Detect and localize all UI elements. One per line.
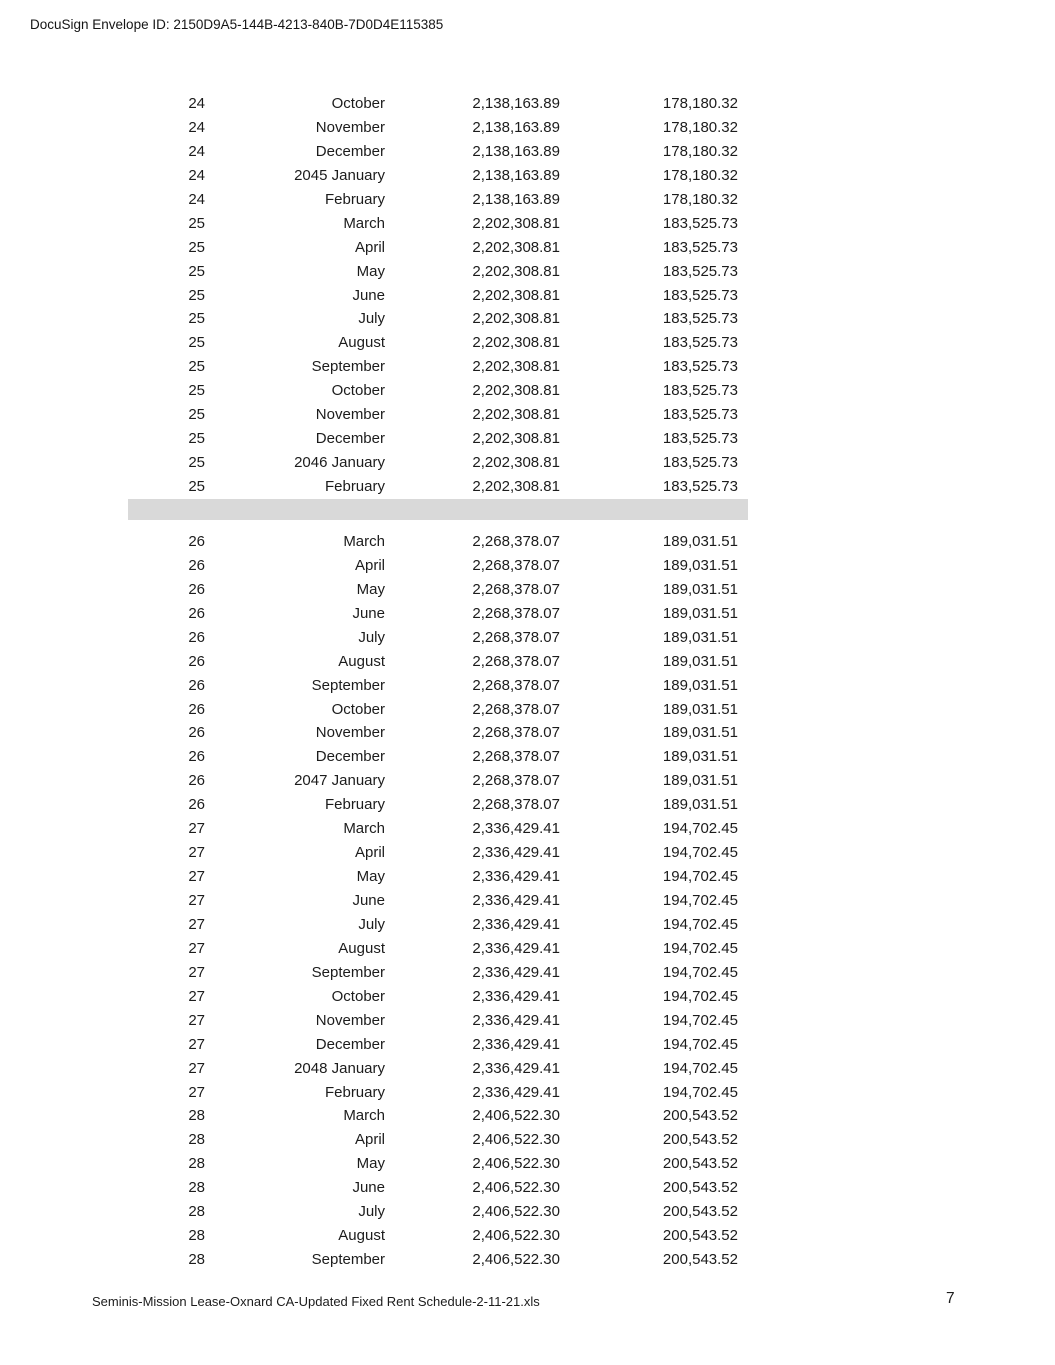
- table-row: [128, 1128, 750, 1152]
- annual-rent-cell: 2,406,522.30: [472, 1251, 560, 1269]
- month-cell: December: [315, 1035, 385, 1053]
- year-cell: 28: [188, 1131, 205, 1149]
- monthly-rent-cell: 200,543.52: [662, 1227, 738, 1245]
- table-row: [128, 889, 750, 913]
- annual-rent-cell: 2,336,429.41: [472, 1035, 560, 1053]
- annual-rent-cell: 2,336,429.41: [472, 844, 560, 862]
- annual-rent-cell: 2,406,522.30: [472, 1155, 560, 1173]
- table-row: [128, 602, 750, 626]
- annual-rent-cell: 2,336,429.41: [472, 939, 560, 957]
- monthly-rent-cell: 200,543.52: [662, 1203, 738, 1221]
- table-row: [128, 1104, 750, 1128]
- month-cell: May: [356, 262, 385, 280]
- table-row: [128, 1081, 750, 1105]
- year-cell: 25: [188, 262, 205, 280]
- year-cell: 24: [188, 95, 205, 112]
- month-cell: 2046 January: [294, 454, 385, 472]
- table-row: [128, 212, 750, 236]
- year-cell: 26: [188, 748, 205, 766]
- annual-rent-cell: 2,268,378.07: [472, 580, 560, 598]
- monthly-rent-cell: 183,525.73: [662, 262, 738, 280]
- table-row: [128, 530, 750, 554]
- year-cell: 26: [188, 532, 205, 550]
- year-cell: 26: [188, 724, 205, 742]
- annual-rent-cell: 2,202,308.81: [472, 358, 560, 376]
- table-row: [128, 1224, 750, 1248]
- year-cell: 26: [188, 652, 205, 670]
- year-cell: 27: [188, 1059, 205, 1077]
- table-row: [128, 284, 750, 308]
- year-cell: 25: [188, 214, 205, 232]
- annual-rent-cell: 2,268,378.07: [472, 748, 560, 766]
- annual-rent-cell: 2,202,308.81: [472, 454, 560, 472]
- monthly-rent-cell: 194,702.45: [662, 963, 738, 981]
- year-cell: 28: [188, 1155, 205, 1173]
- monthly-rent-cell: 189,031.51: [662, 556, 738, 574]
- row-separator-bar: [128, 499, 748, 520]
- month-cell: April: [354, 844, 385, 862]
- month-cell: July: [358, 310, 385, 328]
- annual-rent-cell: 2,202,308.81: [472, 478, 560, 495]
- month-cell: September: [311, 358, 385, 376]
- year-cell: 26: [188, 796, 205, 814]
- month-cell: December: [315, 748, 385, 766]
- month-cell: November: [315, 406, 385, 424]
- monthly-rent-cell: 194,702.45: [662, 1035, 738, 1053]
- table-row: [128, 140, 750, 164]
- table-row: [128, 554, 750, 578]
- monthly-rent-cell: 189,031.51: [662, 676, 738, 694]
- year-cell: 24: [188, 118, 205, 136]
- annual-rent-cell: 2,268,378.07: [472, 796, 560, 814]
- table-row: [128, 1152, 750, 1176]
- month-cell: July: [358, 1203, 385, 1221]
- year-cell: 25: [188, 286, 205, 304]
- year-cell: 27: [188, 820, 205, 838]
- month-cell: August: [338, 1227, 385, 1245]
- footer-filename: Seminis-Mission Lease-Oxnard CA-Updated Fixed Rent Schedule-2-11-21.xls: [92, 1294, 540, 1309]
- monthly-rent-cell: 183,525.73: [662, 334, 738, 352]
- monthly-rent-cell: 178,180.32: [662, 166, 738, 184]
- annual-rent-cell: 2,336,429.41: [472, 987, 560, 1005]
- year-cell: 28: [188, 1107, 205, 1125]
- year-cell: 26: [188, 772, 205, 790]
- table-row: [128, 937, 750, 961]
- monthly-rent-cell: 189,031.51: [662, 580, 738, 598]
- monthly-rent-cell: 200,543.52: [662, 1107, 738, 1125]
- year-cell: 27: [188, 939, 205, 957]
- month-cell: June: [352, 1179, 385, 1197]
- table-row: [128, 92, 750, 116]
- monthly-rent-cell: 194,702.45: [662, 1059, 738, 1077]
- annual-rent-cell: 2,138,163.89: [472, 190, 560, 208]
- table-row: [128, 674, 750, 698]
- month-cell: June: [352, 286, 385, 304]
- annual-rent-cell: 2,336,429.41: [472, 1083, 560, 1101]
- monthly-rent-cell: 178,180.32: [662, 95, 738, 112]
- month-cell: September: [311, 676, 385, 694]
- monthly-rent-cell: 194,702.45: [662, 1083, 738, 1101]
- year-cell: 27: [188, 844, 205, 862]
- table-row: [128, 961, 750, 985]
- annual-rent-cell: 2,202,308.81: [472, 286, 560, 304]
- monthly-rent-cell: 194,702.45: [662, 1011, 738, 1029]
- annual-rent-cell: 2,336,429.41: [472, 915, 560, 933]
- table-row: [128, 698, 750, 722]
- annual-rent-cell: 2,138,163.89: [472, 166, 560, 184]
- month-cell: October: [331, 987, 385, 1005]
- monthly-rent-cell: 200,543.52: [662, 1179, 738, 1197]
- monthly-rent-cell: 200,543.52: [662, 1155, 738, 1173]
- table-row: [128, 650, 750, 674]
- year-cell: 24: [188, 190, 205, 208]
- year-cell: 28: [188, 1251, 205, 1269]
- table-row: [128, 985, 750, 1009]
- monthly-rent-cell: 178,180.32: [662, 142, 738, 160]
- annual-rent-cell: 2,268,378.07: [472, 532, 560, 550]
- month-cell: March: [343, 1107, 385, 1125]
- annual-rent-cell: 2,336,429.41: [472, 1011, 560, 1029]
- monthly-rent-cell: 183,525.73: [662, 310, 738, 328]
- table-row: [128, 1057, 750, 1081]
- month-cell: July: [358, 915, 385, 933]
- table-row: [128, 793, 750, 817]
- month-cell: November: [315, 1011, 385, 1029]
- month-cell: September: [311, 1251, 385, 1269]
- annual-rent-cell: 2,202,308.81: [472, 382, 560, 400]
- table-row: [128, 1176, 750, 1200]
- monthly-rent-cell: 183,525.73: [662, 382, 738, 400]
- table-row: [128, 164, 750, 188]
- month-cell: February: [324, 478, 385, 495]
- monthly-rent-cell: 194,702.45: [662, 820, 738, 838]
- year-cell: 25: [188, 310, 205, 328]
- annual-rent-cell: 2,268,378.07: [472, 604, 560, 622]
- month-cell: 2045 January: [294, 166, 385, 184]
- year-cell: 27: [188, 1035, 205, 1053]
- year-cell: 27: [188, 868, 205, 886]
- table-row: [128, 236, 750, 260]
- table-row: [128, 865, 750, 889]
- month-cell: November: [315, 118, 385, 136]
- monthly-rent-cell: 200,543.52: [662, 1251, 738, 1269]
- year-cell: 24: [188, 166, 205, 184]
- table-row: [128, 188, 750, 212]
- table-row: [128, 1033, 750, 1057]
- year-cell: 25: [188, 334, 205, 352]
- monthly-rent-cell: 183,525.73: [662, 454, 738, 472]
- table-row: [128, 307, 750, 331]
- month-cell: June: [352, 604, 385, 622]
- month-cell: May: [356, 580, 385, 598]
- year-cell: 27: [188, 892, 205, 909]
- month-cell: February: [324, 1083, 385, 1101]
- year-cell: 25: [188, 478, 205, 495]
- year-cell: 26: [188, 628, 205, 646]
- monthly-rent-cell: 189,031.51: [662, 652, 738, 670]
- table-row: [128, 427, 750, 451]
- year-cell: 27: [188, 915, 205, 933]
- table-row: [128, 260, 750, 284]
- month-cell: May: [356, 868, 385, 886]
- month-cell: December: [315, 430, 385, 448]
- month-cell: June: [352, 892, 385, 909]
- annual-rent-cell: 2,336,429.41: [472, 892, 560, 909]
- year-cell: 25: [188, 358, 205, 376]
- annual-rent-cell: 2,202,308.81: [472, 406, 560, 424]
- monthly-rent-cell: 200,543.52: [662, 1131, 738, 1149]
- monthly-rent-cell: 178,180.32: [662, 118, 738, 136]
- year-cell: 26: [188, 556, 205, 574]
- monthly-rent-cell: 189,031.51: [662, 532, 738, 550]
- annual-rent-cell: 2,268,378.07: [472, 676, 560, 694]
- year-cell: 25: [188, 406, 205, 424]
- monthly-rent-cell: 194,702.45: [662, 939, 738, 957]
- month-cell: 2047 January: [294, 772, 385, 790]
- annual-rent-cell: 2,202,308.81: [472, 334, 560, 352]
- table-row: [128, 1009, 750, 1033]
- monthly-rent-cell: 194,702.45: [662, 892, 738, 909]
- annual-rent-cell: 2,138,163.89: [472, 142, 560, 160]
- monthly-rent-cell: 189,031.51: [662, 796, 738, 814]
- monthly-rent-cell: 183,525.73: [662, 430, 738, 448]
- monthly-rent-cell: 189,031.51: [662, 724, 738, 742]
- table-row: [128, 913, 750, 937]
- table-row: [128, 451, 750, 475]
- year-cell: 28: [188, 1227, 205, 1245]
- month-cell: February: [324, 190, 385, 208]
- table-row: [128, 403, 750, 427]
- annual-rent-cell: 2,406,522.30: [472, 1203, 560, 1221]
- page-number: 7: [946, 1290, 955, 1307]
- annual-rent-cell: 2,202,308.81: [472, 310, 560, 328]
- year-cell: 26: [188, 604, 205, 622]
- monthly-rent-cell: 178,180.32: [662, 190, 738, 208]
- annual-rent-cell: 2,202,308.81: [472, 262, 560, 280]
- annual-rent-cell: 2,336,429.41: [472, 868, 560, 886]
- table-row: [128, 841, 750, 865]
- annual-rent-cell: 2,268,378.07: [472, 700, 560, 718]
- annual-rent-cell: 2,268,378.07: [472, 724, 560, 742]
- table-row: [128, 721, 750, 745]
- year-cell: 26: [188, 676, 205, 694]
- monthly-rent-cell: 194,702.45: [662, 987, 738, 1005]
- monthly-rent-cell: 189,031.51: [662, 772, 738, 790]
- month-cell: December: [315, 142, 385, 160]
- table-row: [128, 116, 750, 140]
- monthly-rent-cell: 183,525.73: [662, 214, 738, 232]
- table-row: [128, 769, 750, 793]
- annual-rent-cell: 2,336,429.41: [472, 1059, 560, 1077]
- year-cell: 25: [188, 238, 205, 256]
- year-cell: 26: [188, 580, 205, 598]
- annual-rent-cell: 2,268,378.07: [472, 628, 560, 646]
- month-cell: April: [354, 238, 385, 256]
- annual-rent-cell: 2,336,429.41: [472, 820, 560, 838]
- month-cell: May: [356, 1155, 385, 1173]
- year-cell: 25: [188, 430, 205, 448]
- month-cell: August: [338, 334, 385, 352]
- month-cell: August: [338, 939, 385, 957]
- year-cell: 24: [188, 142, 205, 160]
- year-cell: 25: [188, 454, 205, 472]
- month-cell: August: [338, 652, 385, 670]
- table-row: [128, 475, 750, 499]
- annual-rent-cell: 2,202,308.81: [472, 430, 560, 448]
- year-cell: 28: [188, 1203, 205, 1221]
- month-cell: April: [354, 1131, 385, 1149]
- annual-rent-cell: 2,406,522.30: [472, 1131, 560, 1149]
- annual-rent-cell: 2,268,378.07: [472, 556, 560, 574]
- table-row: [128, 626, 750, 650]
- monthly-rent-cell: 189,031.51: [662, 604, 738, 622]
- annual-rent-cell: 2,138,163.89: [472, 95, 560, 112]
- monthly-rent-cell: 183,525.73: [662, 358, 738, 376]
- month-cell: March: [343, 820, 385, 838]
- annual-rent-cell: 2,268,378.07: [472, 652, 560, 670]
- table-row: [128, 1248, 750, 1272]
- monthly-rent-cell: 183,525.73: [662, 286, 738, 304]
- monthly-rent-cell: 183,525.73: [662, 478, 738, 495]
- table-row: [128, 355, 750, 379]
- annual-rent-cell: 2,268,378.07: [472, 772, 560, 790]
- year-cell: 27: [188, 963, 205, 981]
- month-cell: November: [315, 724, 385, 742]
- table-row: [128, 817, 750, 841]
- table-row: [128, 379, 750, 403]
- month-cell: March: [343, 532, 385, 550]
- monthly-rent-cell: 194,702.45: [662, 844, 738, 862]
- fixed-rent-schedule-table: [128, 92, 750, 1272]
- table-row: [128, 331, 750, 355]
- annual-rent-cell: 2,336,429.41: [472, 963, 560, 981]
- table-row: [128, 1200, 750, 1224]
- year-cell: 28: [188, 1179, 205, 1197]
- month-cell: March: [343, 214, 385, 232]
- year-cell: 27: [188, 987, 205, 1005]
- monthly-rent-cell: 194,702.45: [662, 915, 738, 933]
- monthly-rent-cell: 189,031.51: [662, 748, 738, 766]
- table-row: [128, 578, 750, 602]
- year-cell: 27: [188, 1083, 205, 1101]
- month-cell: October: [331, 700, 385, 718]
- annual-rent-cell: 2,406,522.30: [472, 1179, 560, 1197]
- month-cell: April: [354, 556, 385, 574]
- annual-rent-cell: 2,406,522.30: [472, 1227, 560, 1245]
- month-cell: October: [331, 382, 385, 400]
- monthly-rent-cell: 194,702.45: [662, 868, 738, 886]
- monthly-rent-cell: 183,525.73: [662, 238, 738, 256]
- annual-rent-cell: 2,406,522.30: [472, 1107, 560, 1125]
- annual-rent-cell: 2,138,163.89: [472, 118, 560, 136]
- month-cell: February: [324, 796, 385, 814]
- annual-rent-cell: 2,202,308.81: [472, 214, 560, 232]
- month-cell: July: [358, 628, 385, 646]
- month-cell: 2048 January: [294, 1059, 385, 1077]
- month-cell: October: [331, 95, 385, 112]
- docusign-envelope-id: DocuSign Envelope ID: 2150D9A5-144B-4213-840B-7D0D4E115385: [30, 17, 444, 32]
- monthly-rent-cell: 189,031.51: [662, 628, 738, 646]
- annual-rent-cell: 2,202,308.81: [472, 238, 560, 256]
- monthly-rent-cell: 183,525.73: [662, 406, 738, 424]
- table-row: [128, 745, 750, 769]
- year-cell: 26: [188, 700, 205, 718]
- year-cell: 25: [188, 382, 205, 400]
- month-cell: September: [311, 963, 385, 981]
- monthly-rent-cell: 189,031.51: [662, 700, 738, 718]
- year-cell: 27: [188, 1011, 205, 1029]
